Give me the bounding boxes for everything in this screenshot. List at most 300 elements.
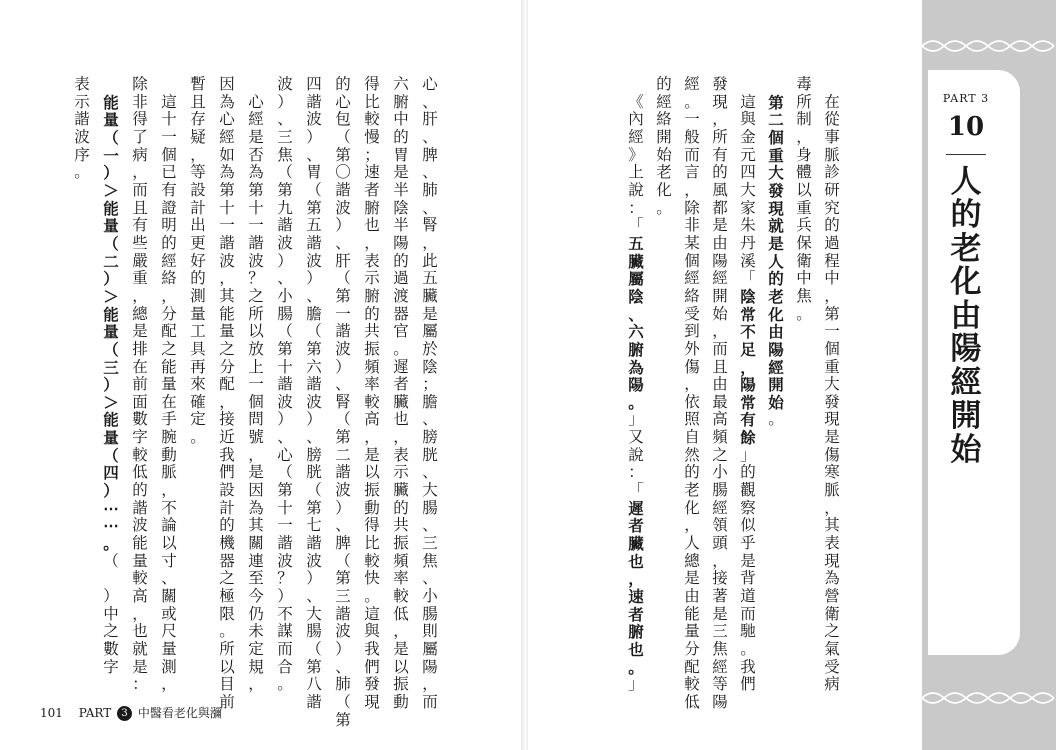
text-char: 所 [796, 92, 812, 111]
text-char: 所 [248, 304, 264, 323]
text-char: 衛 [824, 604, 840, 623]
text-char: ， [684, 180, 700, 199]
text-char: 一 [103, 145, 119, 165]
text-char: 這 [364, 604, 380, 623]
text-char: 示 [74, 92, 90, 111]
text-char: 以 [364, 463, 380, 482]
text-char: 半 [393, 180, 409, 199]
text-char: 謀 [277, 622, 293, 641]
text-char: 腑 [628, 339, 644, 359]
text-char: 限 [219, 604, 235, 623]
left-column [418, 75, 442, 711]
text-char: 、 [335, 233, 351, 252]
text-char: 經 [768, 357, 784, 377]
text-char: 波 [335, 339, 351, 358]
chapter-title [940, 166, 992, 467]
text-char: 肝 [422, 110, 438, 129]
text-char: 膀 [422, 428, 438, 447]
text-char: ） [335, 216, 351, 235]
text-char: ） [335, 640, 351, 658]
text-char: 我 [740, 657, 756, 676]
text-char: 或 [161, 604, 177, 623]
text-char: 工 [190, 322, 206, 341]
text-char: ， [796, 127, 812, 146]
text-char: ， [364, 233, 380, 252]
text-char: 風 [712, 180, 728, 199]
text-char: 般 [684, 127, 700, 146]
right-column [680, 75, 704, 711]
text-char: 的 [684, 463, 700, 482]
text-char: 得 [132, 110, 148, 129]
text-char: 經 [628, 127, 644, 146]
text-char: 臟 [393, 481, 409, 500]
text-char: 胃 [306, 163, 322, 182]
text-char: 身 [796, 145, 812, 164]
text-char: 、 [422, 92, 438, 111]
text-char: 四 [740, 163, 756, 182]
text-char: ） [103, 481, 119, 501]
text-char: ； [364, 145, 380, 164]
text-char: 來 [190, 375, 206, 394]
text-char: 量 [190, 304, 206, 323]
text-char: 九 [277, 198, 293, 217]
text-char: 總 [132, 304, 148, 323]
text-char: （ [306, 481, 322, 500]
text-char: 丹 [740, 233, 756, 252]
text-char: 慢 [364, 127, 380, 146]
text-char: ， [132, 286, 148, 305]
text-char: 官 [393, 322, 409, 341]
text-char: 、 [277, 428, 293, 447]
text-char: 絡 [161, 269, 177, 288]
text-char: （ [335, 269, 351, 288]
left-column [128, 75, 152, 694]
text-char: 個 [684, 251, 700, 270]
text-char: 。 [74, 163, 90, 182]
text-char: 由 [768, 322, 784, 342]
text-char: 領 [712, 516, 728, 535]
text-char: 數 [103, 640, 119, 658]
text-char: 配 [161, 322, 177, 341]
text-char: 十 [277, 357, 293, 376]
text-char: 化 [656, 180, 672, 199]
text-char: 、 [335, 375, 351, 394]
text-char: 與 [740, 110, 756, 129]
text-char: 於 [422, 339, 438, 358]
text-char: 絡 [684, 286, 700, 305]
text-char: 。 [796, 304, 812, 323]
text-char: 又 [628, 428, 644, 447]
text-char: 「 [740, 269, 756, 288]
text-char: 則 [422, 622, 438, 641]
text-char: 臟 [628, 251, 644, 271]
text-char: 脾 [422, 145, 438, 164]
text-char: （ [306, 640, 322, 658]
text-char: 溪 [740, 251, 756, 270]
text-char: 大 [306, 604, 322, 623]
text-char: 以 [161, 534, 177, 553]
text-char: 除 [132, 75, 148, 93]
text-char: 諧 [335, 604, 351, 623]
left-column [186, 76, 210, 656]
text-char: 某 [684, 233, 700, 252]
text-char: ， [712, 110, 728, 129]
right-column [708, 75, 732, 711]
text-char: 化 [768, 304, 784, 324]
text-char: 今 [248, 587, 264, 606]
text-char: 」 [628, 410, 644, 429]
text-char: 過 [393, 269, 409, 288]
text-char: 波 [219, 251, 235, 270]
text-char: 傷 [684, 357, 700, 376]
text-char: 屬 [422, 322, 438, 341]
text-char: 能 [103, 410, 119, 430]
text-char: 上 [628, 163, 644, 182]
text-char: 因 [219, 75, 235, 93]
text-char: 寸 [161, 551, 177, 570]
text-char: （ [335, 692, 351, 711]
text-char: 比 [364, 92, 380, 111]
text-char: 焦 [796, 286, 812, 305]
text-char: 較 [393, 587, 409, 606]
text-char: 目 [219, 675, 235, 694]
text-char: 諧 [335, 463, 351, 482]
text-char: 個 [248, 392, 264, 411]
text-char: 之 [219, 569, 235, 588]
text-char: 數 [132, 410, 148, 429]
text-char: 陽 [768, 339, 784, 359]
text-char: ） [277, 92, 293, 111]
text-char: 脈 [824, 481, 840, 500]
text-char: 此 [422, 251, 438, 270]
text-char: 膀 [306, 445, 322, 464]
text-char: 現 [824, 551, 840, 570]
text-char: ＞ [103, 286, 119, 306]
text-char: ， [712, 322, 728, 341]
text-char: 胃 [393, 145, 409, 164]
text-char: 以 [796, 180, 812, 199]
text-char: 前 [219, 692, 235, 711]
text-char: 外 [684, 339, 700, 358]
text-char: ） [103, 587, 119, 606]
text-char: 較 [684, 675, 700, 694]
text-char: 一 [248, 375, 264, 394]
text-char: 共 [364, 322, 380, 341]
text-char: 較 [132, 445, 148, 464]
chapter-rule [946, 154, 986, 155]
text-char: 衛 [796, 251, 812, 270]
text-char: 的 [161, 233, 177, 252]
text-char: 是 [712, 604, 728, 623]
text-char: 非 [132, 92, 148, 111]
text-char: 兵 [796, 216, 812, 235]
text-char: 診 [824, 163, 840, 182]
text-char: 共 [393, 516, 409, 535]
text-char: 為 [219, 92, 235, 111]
text-char: （ [277, 322, 293, 341]
chapter-title-char: 開 [950, 398, 982, 435]
text-char: ） [335, 498, 351, 517]
text-char: 再 [190, 357, 206, 376]
text-char: 面 [132, 392, 148, 411]
text-char: 接 [712, 569, 728, 588]
text-char: ： [132, 675, 148, 694]
text-char: 、 [277, 110, 293, 129]
text-char: 低 [132, 463, 148, 482]
text-char: 。 [190, 428, 206, 447]
text-char: 是 [824, 428, 840, 447]
text-char: 腸 [306, 622, 322, 641]
text-char: 是 [248, 463, 264, 482]
text-char: 。 [656, 198, 672, 217]
text-char: 焦 [422, 551, 438, 570]
text-char: 經 [712, 269, 728, 288]
text-char: 膽 [422, 392, 438, 411]
text-char: 者 [364, 180, 380, 199]
text-char: ： [628, 198, 644, 217]
text-char: 量 [103, 428, 119, 448]
text-char: 、 [161, 569, 177, 588]
text-char: 、 [628, 304, 644, 324]
text-char: 頻 [364, 357, 380, 376]
text-char: 胱 [422, 445, 438, 464]
text-char: 臟 [628, 534, 644, 554]
text-char: 第 [306, 339, 322, 358]
text-char: 陰 [628, 286, 644, 306]
text-char: 關 [161, 587, 177, 606]
text-char: 之 [219, 339, 235, 358]
text-char: 體 [796, 163, 812, 182]
chapter-title-char: 化 [950, 264, 982, 301]
text-char: 者 [628, 516, 644, 536]
text-char: 暫 [190, 75, 206, 93]
text-char: 包 [335, 110, 351, 129]
text-char: 測 [190, 286, 206, 305]
text-char: 陽 [393, 233, 409, 252]
text-char: 肝 [335, 251, 351, 270]
text-char: 且 [712, 357, 728, 376]
text-char: 設 [190, 180, 206, 199]
text-char: ， [684, 516, 700, 535]
text-char: 測 [161, 657, 177, 676]
text-char: 的 [393, 251, 409, 270]
chapter-title-char: 人 [950, 164, 982, 200]
text-char: 的 [219, 516, 235, 535]
text-char: 陰 [740, 286, 756, 306]
text-char: 陽 [422, 657, 438, 676]
text-char: 臟 [422, 286, 438, 305]
text-char: 大 [768, 163, 784, 183]
text-char: 事 [824, 127, 840, 146]
text-char: 中 [393, 110, 409, 129]
text-char: 字 [103, 657, 119, 676]
text-char: 的 [824, 216, 840, 235]
text-char: 們 [219, 463, 235, 482]
text-char: ， [161, 675, 177, 694]
text-char: 病 [132, 145, 148, 164]
text-char: 明 [161, 216, 177, 235]
text-char: 程 [824, 251, 840, 270]
text-char: 而 [132, 180, 148, 199]
text-char: 存 [190, 110, 206, 129]
text-char: 經 [684, 269, 700, 288]
text-char: 而 [684, 145, 700, 164]
text-char: ） [306, 569, 322, 588]
text-char: 是 [393, 163, 409, 182]
text-char: 心 [219, 110, 235, 129]
text-char: 比 [364, 534, 380, 553]
text-char: 脈 [824, 145, 840, 164]
text-char: 在 [161, 392, 177, 411]
text-char: 說 [628, 180, 644, 199]
text-char: 說 [628, 445, 644, 464]
text-char: 序 [74, 145, 90, 164]
text-char: 這 [161, 92, 177, 111]
text-char: 始 [712, 304, 728, 323]
wave-ornament-top-icon [922, 36, 1056, 56]
text-char [248, 76, 264, 94]
text-char: 察 [740, 498, 756, 517]
footer-part-word: PART [78, 706, 112, 720]
text-char: 第 [335, 428, 351, 447]
text-char: 不 [161, 498, 177, 517]
text-char: 陰 [393, 198, 409, 217]
text-char: 家 [740, 198, 756, 217]
text-char: 且 [190, 92, 206, 111]
text-char: 五 [422, 269, 438, 288]
text-char: 定 [248, 640, 264, 658]
text-char: 些 [132, 233, 148, 252]
text-char: 第 [306, 498, 322, 517]
text-char: 。 [628, 657, 644, 677]
text-char: 排 [132, 339, 148, 358]
text-char: 常 [740, 392, 756, 412]
text-char: 個 [824, 339, 840, 358]
text-char: 膽 [306, 304, 322, 323]
text-char: 保 [796, 233, 812, 252]
text-char: 波 [277, 233, 293, 252]
text-char: 而 [740, 604, 756, 623]
text-char: 如 [219, 145, 235, 164]
text-char: 放 [248, 339, 264, 358]
text-char [103, 76, 119, 94]
left-column [302, 75, 326, 711]
text-char: 我 [219, 445, 235, 464]
text-char: 第 [277, 339, 293, 358]
text-char: ， [740, 357, 756, 377]
text-char: 非 [684, 216, 700, 235]
text-char: 速 [364, 163, 380, 182]
text-char: 」 [740, 445, 756, 464]
text-char: 問 [248, 410, 264, 429]
text-char: 為 [824, 569, 840, 588]
text-char: ？ [277, 569, 293, 588]
text-char: 受 [824, 657, 840, 676]
text-char: 陽 [712, 251, 728, 270]
text-char: 、 [306, 428, 322, 447]
text-char: 其 [824, 516, 840, 535]
text-char: 。 [364, 587, 380, 606]
text-char: 常 [740, 304, 756, 324]
text-char: 三 [422, 534, 438, 553]
text-char: （ [103, 127, 119, 147]
text-char: 、 [422, 163, 438, 182]
text-char: 波 [74, 127, 90, 146]
text-char: 所 [219, 640, 235, 658]
text-char: ） [103, 269, 119, 289]
text-char: 經 [684, 75, 700, 93]
text-char: 經 [656, 92, 672, 111]
text-char: 一 [248, 216, 264, 235]
chapter-title-char: 老 [950, 230, 982, 267]
chapter-part-label: PART 3 [942, 92, 990, 105]
text-char: 率 [364, 375, 380, 394]
text-char: 不 [277, 604, 293, 623]
text-char: 的 [712, 163, 728, 182]
text-char: ， [190, 145, 206, 164]
text-char: 頭 [712, 534, 728, 553]
text-char: 而 [277, 640, 293, 658]
text-char: ， [422, 233, 438, 252]
text-char: 是 [364, 445, 380, 464]
text-char: 中 [103, 604, 119, 623]
text-char: 八 [306, 675, 322, 694]
text-char: 也 [393, 410, 409, 429]
text-char: 開 [656, 127, 672, 146]
text-char: 是 [132, 657, 148, 676]
text-char: 出 [190, 216, 206, 235]
right-column [736, 76, 760, 694]
text-char: 好 [190, 251, 206, 270]
text-char: 、 [306, 286, 322, 305]
text-char: 否 [248, 145, 264, 164]
text-char: 波 [306, 551, 322, 570]
text-char: 氣 [824, 640, 840, 658]
text-char: （ [306, 180, 322, 199]
text-char: ？ [248, 269, 264, 288]
text-char: 到 [684, 322, 700, 341]
text-char: 是 [740, 551, 756, 570]
text-char: 高 [364, 410, 380, 429]
text-char: 器 [393, 304, 409, 323]
text-char: 五 [306, 216, 322, 235]
text-char: 現 [364, 692, 380, 711]
text-char: 除 [684, 198, 700, 217]
text-char: 動 [161, 445, 177, 464]
text-char: 由 [712, 375, 728, 394]
text-char: 七 [306, 516, 322, 535]
text-char: 。 [740, 640, 756, 658]
text-char: 乎 [740, 534, 756, 553]
text-char: 計 [219, 498, 235, 517]
left-column [215, 75, 239, 711]
text-char: 心 [248, 92, 264, 111]
text-char: 。 [628, 392, 644, 412]
text-char: 《 [628, 92, 644, 111]
text-char: 關 [248, 534, 264, 553]
text-char: ， [248, 445, 264, 464]
text-char: 中 [824, 269, 840, 288]
text-char: 表 [393, 445, 409, 464]
text-char [824, 76, 840, 94]
text-char: ， [364, 428, 380, 447]
text-char: 小 [422, 587, 438, 606]
text-char: 諧 [277, 375, 293, 394]
text-char: 脈 [161, 463, 177, 482]
text-char: 的 [190, 269, 206, 288]
text-char: ， [712, 551, 728, 570]
text-char: 腸 [422, 604, 438, 623]
